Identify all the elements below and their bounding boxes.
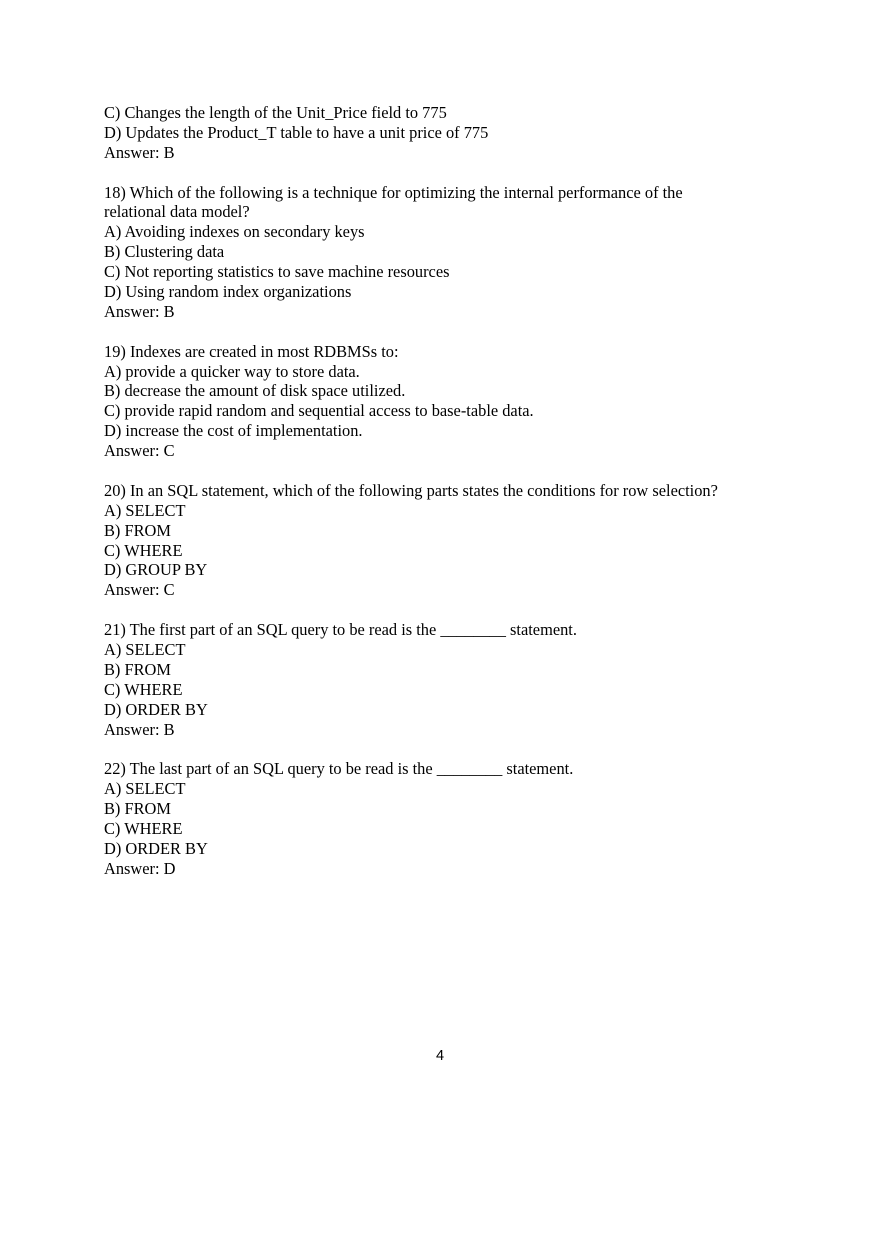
question-17-continuation bbox=[104, 103, 804, 163]
question-20 bbox=[104, 481, 804, 600]
option-c: C) Not reporting statistics to save machine resources bbox=[104, 262, 450, 282]
answer: Answer: C bbox=[104, 441, 175, 461]
option-d: D) ORDER BY bbox=[104, 699, 208, 719]
option-a: A) Avoiding indexes on secondary keys bbox=[104, 222, 365, 242]
spacer bbox=[104, 163, 804, 183]
question-22 bbox=[104, 759, 804, 878]
answer: Answer: B bbox=[104, 301, 175, 321]
page-content bbox=[104, 103, 804, 879]
option-b: B) decrease the amount of disk space utilized. bbox=[104, 381, 406, 401]
option-a: A) SELECT bbox=[104, 640, 186, 660]
question-19 bbox=[104, 342, 804, 461]
option-d: D) increase the cost of implementation. bbox=[104, 421, 363, 441]
question-stem: 22) The last part of an SQL query to be read is the ________ statement. bbox=[104, 759, 574, 779]
question-stem: 18) Which of the following is a technique for optimizing the internal performance of the bbox=[104, 182, 683, 202]
option-c: C) WHERE bbox=[104, 679, 183, 699]
question-stem: 19) Indexes are created in most RDBMSs to: bbox=[104, 341, 399, 361]
option-b: B) FROM bbox=[104, 799, 171, 819]
option-d: D) Using random index organizations bbox=[104, 282, 352, 302]
spacer bbox=[104, 322, 804, 342]
spacer bbox=[104, 461, 804, 481]
question-18 bbox=[104, 183, 804, 322]
option-b: B) FROM bbox=[104, 659, 171, 679]
option-c: C) WHERE bbox=[104, 540, 183, 560]
option-a: A) SELECT bbox=[104, 500, 186, 520]
question-stem: 20) In an SQL statement, which of the following parts states the conditions for row selection? bbox=[104, 480, 718, 500]
answer: Answer: C bbox=[104, 580, 175, 600]
option-b: B) Clustering data bbox=[104, 242, 225, 262]
option-d: D) GROUP BY bbox=[104, 560, 208, 580]
question-stem: 21) The first part of an SQL query to be read is the ________ statement. bbox=[104, 620, 577, 640]
option-b: B) FROM bbox=[104, 520, 171, 540]
option-c: C) provide rapid random and sequential access to base-table data. bbox=[104, 401, 534, 421]
page-number: 4 bbox=[435, 1048, 445, 1064]
question-stem-continued: relational data model? bbox=[104, 202, 250, 222]
option-d: D) Updates the Product_T table to have a unit price of 775 bbox=[104, 122, 489, 142]
spacer bbox=[104, 740, 804, 760]
spacer bbox=[104, 600, 804, 620]
question-21 bbox=[104, 620, 804, 739]
answer: Answer: B bbox=[104, 719, 175, 739]
option-c: C) WHERE bbox=[104, 819, 183, 839]
answer: Answer: B bbox=[104, 142, 175, 162]
option-a: A) provide a quicker way to store data. bbox=[104, 361, 360, 381]
option-a: A) SELECT bbox=[104, 779, 186, 799]
option-d: D) ORDER BY bbox=[104, 838, 208, 858]
answer: Answer: D bbox=[104, 858, 176, 878]
option-c: C) Changes the length of the Unit_Price field to 775 bbox=[104, 103, 447, 122]
